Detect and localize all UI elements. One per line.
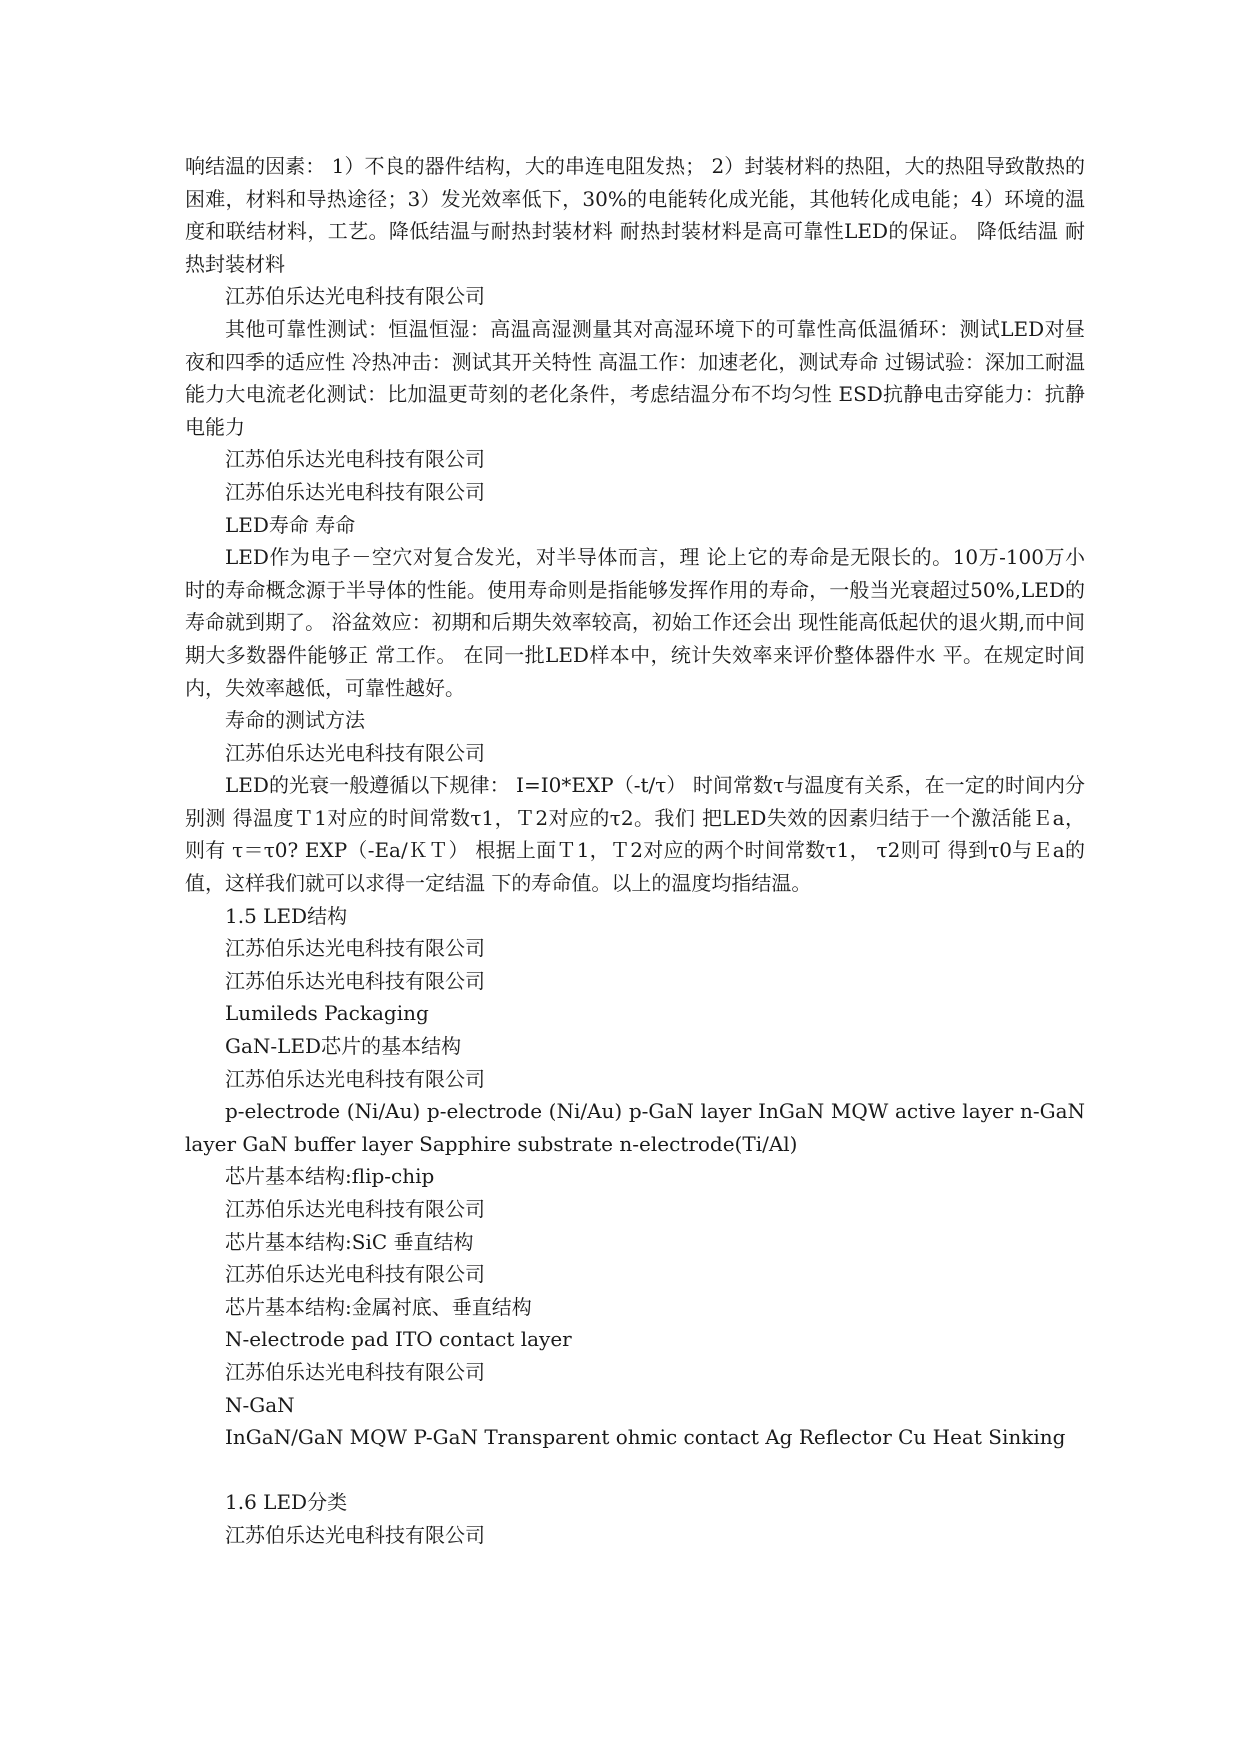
- caption-flip-chip: 芯片基本结构:flip-chip: [225, 1164, 435, 1189]
- company-name: 江苏伯乐达光电科技有限公司: [225, 1066, 485, 1091]
- paragraph-chip-layers: p-electrode (Ni/Au) p-electrode (Ni/Au) p-GaN layer InGaN MQW active layer n-GaN layer GaN buffer layer Sapphire substrate n-electrode(Ti/Al): [185, 1099, 1085, 1156]
- caption-n-gan: N-GaN: [225, 1392, 295, 1417]
- caption-n-electrode: N-electrode pad ITO contact layer: [225, 1327, 572, 1352]
- company-name: 江苏伯乐达光电科技有限公司: [225, 1197, 485, 1221]
- paragraph-reliability-tests: 其他可靠性测试：恒温恒湿：高温高湿测量其对高湿环境下的可靠性高低温循环：测试LED对昼夜和四季的适应性 冷热冲击：测试其开关特性 高温工作：加速老化，测试寿命 过锡试验：深加工耐温能力大电流老化测试：比加温更苛刻的老化条件，考虑结温分布不均匀性 ESD抗静电击穿能力：抗静电能力: [185, 316, 1085, 439]
- company-name: 江苏伯乐达光电科技有限公司: [225, 740, 485, 765]
- heading-led-structure: 1.5 LED结构: [225, 903, 348, 928]
- paragraph-led-lifetime: LED作为电子－空穴对复合发光，对半导体而言，理 论上它的寿命是无限长的。10万-100万小时的寿命概念源于半导体的性能。使用寿命则是指能够发挥作用的寿命，一般当光衰超过50%,LED的寿命就到期了。 浴盆效应：初期和后期失效率较高，初始工作还会出 现性能高低起伏的退火期,而中间期大多数器件能够正 常工作。 在同一批LED样本中，统计失效率来评价整体器件水 平。在规定时间内，失效率越低，可靠性越好。: [185, 545, 1085, 700]
- heading-lifetime-test-method: 寿命的测试方法: [225, 708, 365, 733]
- company-name: 江苏伯乐达光电科技有限公司: [225, 1522, 485, 1547]
- company-name: 江苏伯乐达光电科技有限公司: [225, 479, 485, 504]
- heading-led-classification: 1.6 LED分类: [225, 1490, 348, 1515]
- company-name: 江苏伯乐达光电科技有限公司: [225, 1359, 485, 1384]
- paragraph-junction-temp-factors: 响结温的因素： 1）不良的器件结构，大的串连电阻发热； 2）封装材料的热阻，大的热阻导致散热的困难，材料和导热途径；3）发光效率低下，30%的电能转化成光能，其他转化成电能；4）环境的温度和联结材料，工艺。降低结温与耐热封装材料 耐热封装材料是高可靠性LED的保证。 降低结温 耐热封装材料: [185, 154, 1085, 276]
- caption-metal-substrate-vertical: 芯片基本结构:金属衬底、垂直结构: [225, 1294, 532, 1319]
- blank-line: [185, 1454, 1085, 1487]
- caption-sic-vertical: 芯片基本结构:SiC 垂直结构: [225, 1229, 474, 1254]
- company-name: 江苏伯乐达光电科技有限公司: [225, 968, 485, 993]
- document-page: [185, 150, 1085, 1552]
- caption-lumileds-packaging: Lumileds Packaging: [225, 1001, 429, 1026]
- paragraph-light-decay: LED的光衰一般遵循以下规律： I=I0*EXP（-t/τ） 时间常数τ与温度有关系，在一定的时间内分别测 得温度Ｔ1对应的时间常数τ1，Ｔ2对应的τ2。我们 把LED失效的因素归结于一个激活能Ｅa，则有 τ＝τ0? EXP（-Ea/ＫＴ） 根据上面Ｔ1，Ｔ2对应的两个时间常数τ1， τ2则可 得到τ0与Ｅa的值，这样我们就可以求得一定结温 下的寿命值。以上的温度均指结温。: [185, 773, 1085, 896]
- caption-layer-stack: InGaN/GaN MQW P-GaN Transparent ohmic contact Ag Reflector Cu Heat Sinking: [225, 1425, 1066, 1450]
- caption-gan-led-chip-structure: GaN-LED芯片的基本结构: [225, 1034, 462, 1059]
- company-name: 江苏伯乐达光电科技有限公司: [225, 284, 485, 309]
- company-name: 江苏伯乐达光电科技有限公司: [225, 447, 485, 472]
- company-name: 江苏伯乐达光电科技有限公司: [225, 936, 485, 961]
- heading-led-lifetime: LED寿命 寿命: [225, 512, 356, 537]
- company-name: 江苏伯乐达光电科技有限公司: [225, 1262, 485, 1287]
